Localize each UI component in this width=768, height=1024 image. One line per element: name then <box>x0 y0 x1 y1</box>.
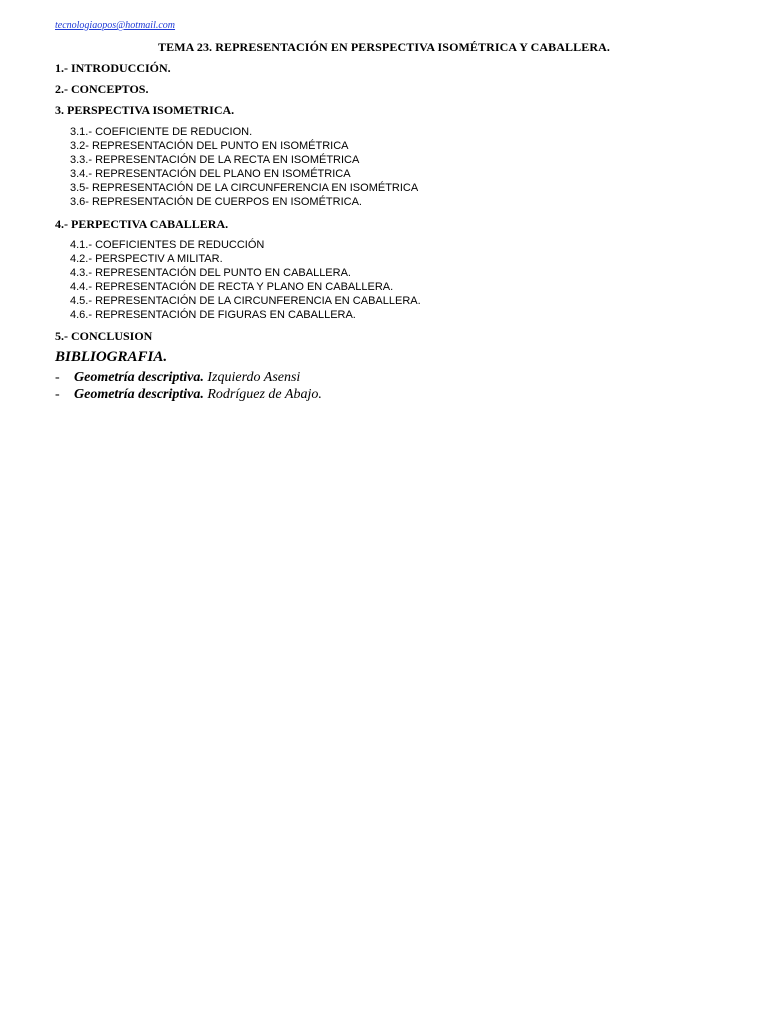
list-item: 4.6.- REPRESENTACIÓN DE FIGURAS EN CABALLERA. <box>70 309 356 321</box>
list-item: 4.1.- COEFICIENTES DE REDUCCIÓN <box>70 239 265 251</box>
bibliography-entry <box>55 369 322 386</box>
subitem-list-caballera <box>70 238 421 322</box>
list-item: 4.3.- REPRESENTACIÓN DEL PUNTO EN CABALLERA. <box>70 267 351 279</box>
list-item: 3.3.- REPRESENTACIÓN DE LA RECTA EN ISOMÉTRICA <box>70 154 360 166</box>
book-title: Geometría descriptiva. <box>74 387 204 402</box>
book-title: Geometría descriptiva. <box>74 370 204 385</box>
section-heading-conceptos: 2.- CONCEPTOS. <box>55 82 149 96</box>
book-author: Rodríguez de Abajo. <box>207 387 322 402</box>
subitem-list-isometrica <box>70 125 418 209</box>
list-item: 3.4.- REPRESENTACIÓN DEL PLANO EN ISOMÉTRICA <box>70 168 351 180</box>
section-heading-perspectiva-isometrica: 3. PERSPECTIVA ISOMETRICA. <box>55 103 235 117</box>
bibliography-entry <box>55 386 322 403</box>
list-item: 4.2.- PERSPECTIV A MILITAR. <box>70 253 223 265</box>
list-item: 3.5- REPRESENTACIÓN DE LA CIRCUNFERENCIA EN ISOMÉTRICA <box>70 182 419 194</box>
email-link[interactable]: tecnologiaopos@hotmail.com <box>55 20 176 31</box>
section-heading-conclusion: 5.- CONCLUSION <box>55 329 153 343</box>
bibliography-heading: BIBLIOGRAFIA. <box>55 349 168 365</box>
bibliography-list <box>55 369 322 403</box>
book-author: Izquierdo Asensi <box>207 370 301 385</box>
list-item: 4.5.- REPRESENTACIÓN DE LA CIRCUNFERENCIA EN CABALLERA. <box>70 295 421 307</box>
list-item: 4.4.- REPRESENTACIÓN DE RECTA Y PLANO EN CABALLERA. <box>70 281 394 293</box>
list-item: 3.1.- COEFICIENTE DE REDUCION. <box>70 126 253 138</box>
list-bullet: - <box>55 387 60 402</box>
section-heading-introduccion: 1.- INTRODUCCIÓN. <box>55 61 171 75</box>
list-bullet: - <box>55 370 60 385</box>
list-item: 3.2- REPRESENTACIÓN DEL PUNTO EN ISOMÉTRICA <box>70 140 349 152</box>
section-heading-perspectiva-caballera: 4.- PERPECTIVA CABALLERA. <box>55 217 229 231</box>
list-item: 3.6- REPRESENTACIÓN DE CUERPOS EN ISOMÉTRICA. <box>70 196 362 208</box>
document-title: TEMA 23. REPRESENTACIÓN EN PERSPECTIVA ISOMÉTRICA Y CABALLERA. <box>158 40 610 54</box>
